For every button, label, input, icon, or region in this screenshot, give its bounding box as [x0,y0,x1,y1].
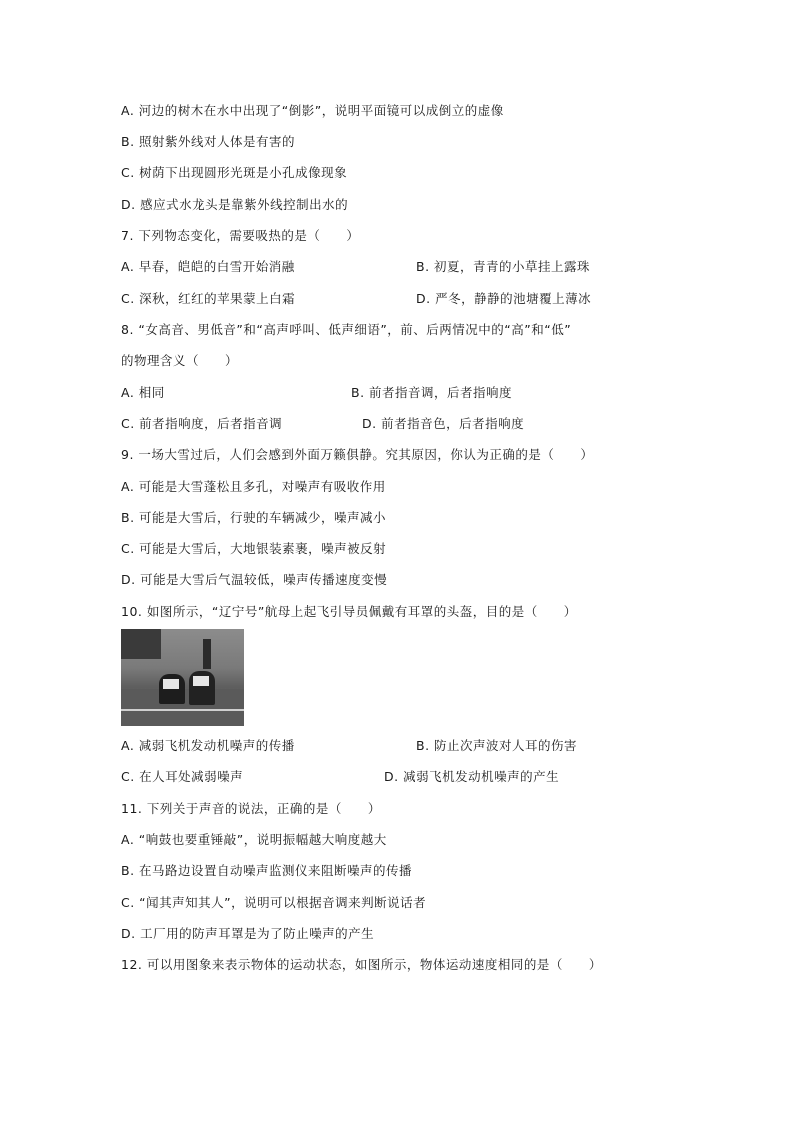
q11-option-b: B. 在马路边设置自动噪声监测仪来阻断噪声的传播 [121,863,413,878]
q6-option-a: A. 河边的树木在水中出现了“倒影”，说明平面镜可以成倒立的虚像 [121,103,504,118]
q7-option-b: B. 初夏，青青的小草挂上露珠 [416,259,591,274]
q8-option-d: D. 前者指音色，后者指响度 [362,416,525,431]
q7-option-c: C. 深秋，红红的苹果蒙上白霜 [121,291,296,306]
q10-option-c: C. 在人耳处减弱噪声 [121,769,244,784]
q10-option-b: B. 防止次声波对人耳的伤害 [416,738,578,753]
q6-option-c: C. 树荫下出现圆形光斑是小孔成像现象 [121,165,348,180]
q11-stem: 11. 下列关于声音的说法，正确的是（ ） [121,801,381,816]
q11-option-d: D. 工厂用的防声耳罩是为了防止噪声的产生 [121,926,375,941]
q11-option-a: A. “响鼓也要重锤敲”，说明振幅越大响度越大 [121,832,387,847]
q10-option-d: D. 减弱飞机发动机噪声的产生 [384,769,560,784]
q6-option-d: D. 感应式水龙头是靠紫外线控制出水的 [121,197,349,212]
q12-stem: 12. 可以用图象来表示物体的运动状态，如图所示，物体运动速度相同的是（ ） [121,957,602,972]
q8-stem-cont: 的物理含义（ ） [121,353,239,368]
photo-island-tower [121,629,161,659]
q9-option-c: C. 可能是大雪后，大地银装素裹，噪声被反射 [121,541,387,556]
q7-option-d: D. 严冬，静静的池塘覆上薄冰 [416,291,592,306]
photo-aircraft [203,639,211,669]
q8-option-c: C. 前者指响度，后者指音调 [121,416,283,431]
q8-option-a: A. 相同 [121,385,165,400]
q8-stem: 8. “女高音、男低音”和“高声呼叫、低声细语”，前、后两情况中的“高”和“低” [121,322,572,337]
q7-option-a: A. 早春，皑皑的白雪开始消融 [121,259,295,274]
q9-option-b: B. 可能是大雪后，行驶的车辆减少，噪声减小 [121,510,387,525]
photo-crew-vest [163,679,179,689]
q9-stem: 9. 一场大雪过后，人们会感到外面万籁俱静。究其原因，你认为正确的是（ ） [121,447,594,462]
q6-option-b: B. 照射紫外线对人体是有害的 [121,134,296,149]
q8-option-b: B. 前者指音调，后者指响度 [351,385,513,400]
photo-deck-line [121,709,244,711]
photo-crew-vest [193,676,209,686]
q10-stem: 10. 如图所示，“辽宁号”航母上起飞引导员佩戴有耳罩的头盔，目的是（ ） [121,604,577,619]
q11-option-c: C. “闻其声知其人”，说明可以根据音调来判断说话者 [121,895,427,910]
q7-stem: 7. 下列物态变化，需要吸热的是（ ） [121,228,360,243]
q10-option-a: A. 减弱飞机发动机噪声的传播 [121,738,295,753]
q9-option-d: D. 可能是大雪后气温较低，噪声传播速度变慢 [121,572,388,587]
q9-option-a: A. 可能是大雪蓬松且多孔，对噪声有吸收作用 [121,479,386,494]
aircraft-carrier-photo [121,629,244,726]
